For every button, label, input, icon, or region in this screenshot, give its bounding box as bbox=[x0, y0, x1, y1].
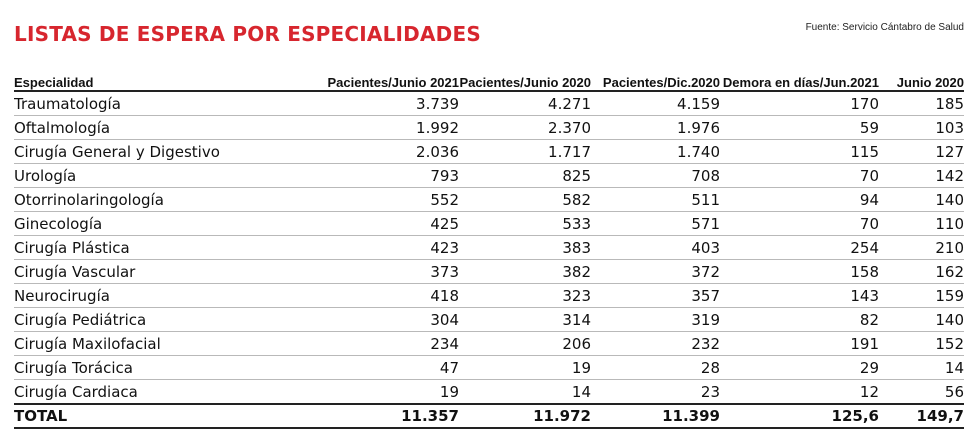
cell-value: 304 bbox=[324, 308, 459, 332]
cell-especialidad: Cirugía Pediátrica bbox=[14, 308, 324, 332]
cell-value: 382 bbox=[459, 260, 591, 284]
cell-value: 110 bbox=[879, 212, 964, 236]
table-row bbox=[14, 164, 964, 188]
table-row bbox=[14, 332, 964, 356]
table-row bbox=[14, 380, 964, 405]
cell-value: 825 bbox=[459, 164, 591, 188]
header-especialidad: Especialidad bbox=[14, 74, 324, 91]
cell-value: 59 bbox=[720, 116, 879, 140]
table-body bbox=[14, 91, 964, 428]
source-note: Fuente: Servicio Cántabro de Salud bbox=[805, 22, 964, 33]
cell-value: 323 bbox=[459, 284, 591, 308]
cell-value: 152 bbox=[879, 332, 964, 356]
cell-value: 373 bbox=[324, 260, 459, 284]
cell-value: 2.370 bbox=[459, 116, 591, 140]
table-row bbox=[14, 284, 964, 308]
total-label: TOTAL bbox=[14, 404, 324, 428]
total-value: 11.399 bbox=[591, 404, 720, 428]
cell-value: 70 bbox=[720, 164, 879, 188]
total-value: 11.357 bbox=[324, 404, 459, 428]
waiting-list-table-container bbox=[14, 74, 964, 429]
cell-especialidad: Cirugía Vascular bbox=[14, 260, 324, 284]
cell-especialidad: Otorrinolaringología bbox=[14, 188, 324, 212]
table-total-row bbox=[14, 404, 964, 428]
cell-value: 254 bbox=[720, 236, 879, 260]
table-row bbox=[14, 140, 964, 164]
page-title: LISTAS DE ESPERA POR ESPECIALIDADES bbox=[14, 22, 481, 46]
cell-value: 29 bbox=[720, 356, 879, 380]
cell-value: 793 bbox=[324, 164, 459, 188]
cell-value: 19 bbox=[459, 356, 591, 380]
cell-value: 140 bbox=[879, 188, 964, 212]
cell-value: 56 bbox=[879, 380, 964, 405]
cell-value: 185 bbox=[879, 91, 964, 116]
table-row bbox=[14, 356, 964, 380]
cell-value: 19 bbox=[324, 380, 459, 405]
cell-value: 70 bbox=[720, 212, 879, 236]
cell-value: 319 bbox=[591, 308, 720, 332]
cell-value: 47 bbox=[324, 356, 459, 380]
cell-value: 23 bbox=[591, 380, 720, 405]
cell-value: 3.739 bbox=[324, 91, 459, 116]
header-demora-jun-2021: Demora en días/Jun.2021 bbox=[720, 74, 879, 91]
table-row bbox=[14, 308, 964, 332]
cell-value: 708 bbox=[591, 164, 720, 188]
cell-value: 140 bbox=[879, 308, 964, 332]
cell-value: 582 bbox=[459, 188, 591, 212]
cell-value: 12 bbox=[720, 380, 879, 405]
cell-value: 14 bbox=[459, 380, 591, 405]
header-pacientes-dic-2020: Pacientes/Dic.2020 bbox=[591, 74, 720, 91]
table-row bbox=[14, 236, 964, 260]
table-header-row bbox=[14, 74, 964, 91]
waiting-list-table bbox=[14, 74, 964, 429]
table-row bbox=[14, 260, 964, 284]
cell-value: 143 bbox=[720, 284, 879, 308]
total-value: 149,7 bbox=[879, 404, 964, 428]
cell-value: 1.992 bbox=[324, 116, 459, 140]
cell-value: 1.740 bbox=[591, 140, 720, 164]
table-row bbox=[14, 212, 964, 236]
cell-especialidad: Oftalmología bbox=[14, 116, 324, 140]
table-row bbox=[14, 116, 964, 140]
cell-value: 425 bbox=[324, 212, 459, 236]
cell-value: 314 bbox=[459, 308, 591, 332]
cell-especialidad: Cirugía Maxilofacial bbox=[14, 332, 324, 356]
cell-especialidad: Cirugía Torácica bbox=[14, 356, 324, 380]
cell-value: 158 bbox=[720, 260, 879, 284]
cell-value: 159 bbox=[879, 284, 964, 308]
cell-value: 232 bbox=[591, 332, 720, 356]
cell-value: 357 bbox=[591, 284, 720, 308]
cell-value: 383 bbox=[459, 236, 591, 260]
cell-value: 14 bbox=[879, 356, 964, 380]
cell-value: 1.717 bbox=[459, 140, 591, 164]
cell-value: 2.036 bbox=[324, 140, 459, 164]
total-value: 11.972 bbox=[459, 404, 591, 428]
header-pacientes-junio-2020: Pacientes/Junio 2020 bbox=[459, 75, 591, 90]
cell-especialidad: Neurocirugía bbox=[14, 284, 324, 308]
cell-especialidad: Cirugía Cardiaca bbox=[14, 380, 324, 405]
cell-value: 1.976 bbox=[591, 116, 720, 140]
cell-value: 162 bbox=[879, 260, 964, 284]
cell-value: 423 bbox=[324, 236, 459, 260]
cell-especialidad: Traumatología bbox=[14, 91, 324, 116]
cell-value: 403 bbox=[591, 236, 720, 260]
cell-value: 142 bbox=[879, 164, 964, 188]
header-pacientes-junio-2021: Pacientes/Junio 2021 bbox=[324, 74, 459, 91]
cell-value: 234 bbox=[324, 332, 459, 356]
cell-especialidad: Ginecología bbox=[14, 212, 324, 236]
cell-value: 4.159 bbox=[591, 91, 720, 116]
cell-value: 82 bbox=[720, 308, 879, 332]
cell-value: 191 bbox=[720, 332, 879, 356]
cell-value: 552 bbox=[324, 188, 459, 212]
cell-value: 170 bbox=[720, 91, 879, 116]
cell-value: 94 bbox=[720, 188, 879, 212]
cell-especialidad: Cirugía Plástica bbox=[14, 236, 324, 260]
cell-value: 28 bbox=[591, 356, 720, 380]
cell-value: 372 bbox=[591, 260, 720, 284]
cell-value: 206 bbox=[459, 332, 591, 356]
table-row bbox=[14, 188, 964, 212]
cell-value: 418 bbox=[324, 284, 459, 308]
cell-value: 127 bbox=[879, 140, 964, 164]
cell-especialidad: Cirugía General y Digestivo bbox=[14, 140, 324, 164]
header-junio-2020: Junio 2020 bbox=[879, 74, 964, 91]
table-row bbox=[14, 91, 964, 116]
cell-value: 511 bbox=[591, 188, 720, 212]
cell-especialidad: Urología bbox=[14, 164, 324, 188]
cell-value: 4.271 bbox=[459, 91, 591, 116]
cell-value: 103 bbox=[879, 116, 964, 140]
total-value: 125,6 bbox=[720, 404, 879, 428]
cell-value: 115 bbox=[720, 140, 879, 164]
cell-value: 210 bbox=[879, 236, 964, 260]
cell-value: 533 bbox=[459, 212, 591, 236]
cell-value: 571 bbox=[591, 212, 720, 236]
